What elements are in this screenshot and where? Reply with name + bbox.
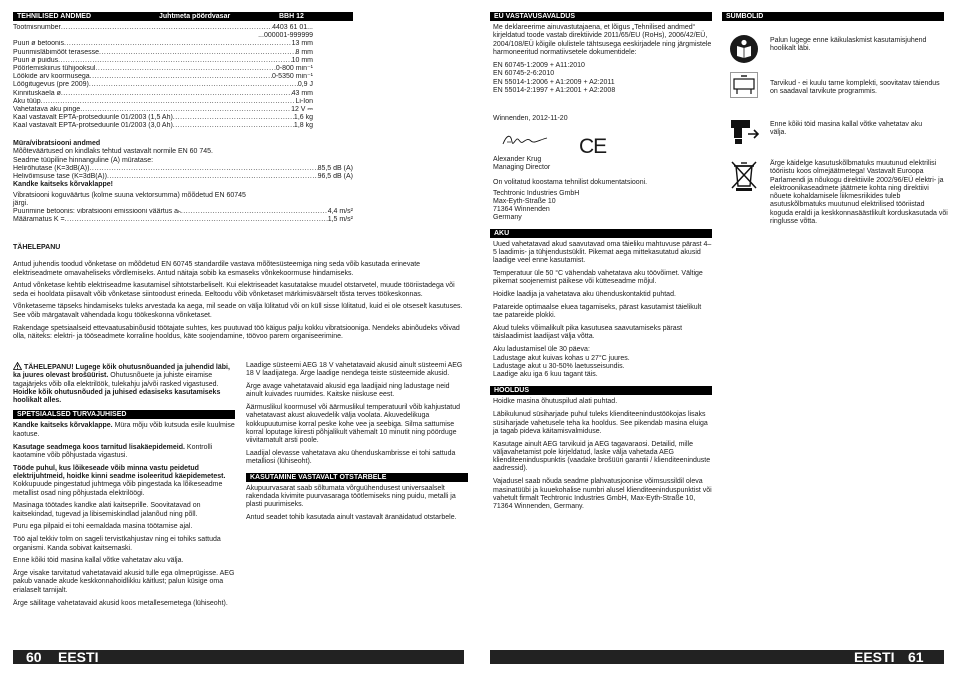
leader-dots <box>90 73 272 81</box>
page-number: 60 <box>26 649 42 665</box>
spec-list <box>13 24 313 131</box>
special-safety-paragraph: Tööde puhul, kus lõikeseade võib minna vastu peidetud elektrijuhtmeid, hoidke kinni seadme isoleeritud käepidemetest. Kokkupuude pingestatud juhtmega võib pingestada ka lõikeseadme metallist osad ning põhjustada elektrilöögi. <box>13 464 226 497</box>
leader-dots <box>64 40 292 48</box>
address-line: 71364 Winnenden <box>493 206 550 214</box>
symbol-text-manual: Palun lugege enne käikulaskmist kasutamisjuhend hoolikalt läbi. <box>770 37 927 53</box>
storage-line: Ladustage akut kuivas kohas u 27°C juures. <box>493 354 630 362</box>
spec-row <box>13 106 313 114</box>
spec-row <box>13 208 353 216</box>
special-safety-paragraph: Kandke kaitseks kõrvaklappe. Müra mõju võib kutsuda esile kuulmise kaotuse. <box>13 422 235 438</box>
leader-dots <box>41 98 296 106</box>
storage-line: Aku ladustamisel üle 30 päeva: <box>493 346 590 354</box>
spec-row <box>13 73 313 81</box>
spec-value: 13 mm <box>291 40 313 48</box>
address-line: Germany <box>493 214 522 222</box>
leader-dots <box>107 173 318 181</box>
spec-label: Määramatus K = <box>13 216 65 224</box>
footer-right <box>490 650 944 664</box>
symbol-text-weee: Ärge käidelge kasutuskõlbmatuks muutunud elektrilisi tööriistu koos olmejäätmetega! Vastavalt Euroopa Parlamendi ja nõukogu direktiivile 2002/96/EÜ elektri- ja elektroonikaseadmete jäätmete kohta ning direktiivi nõuete kohaldamisele liikmesriikides tuleb asutuskõlbmatuks muutunud elektrilised tööriistad koguda eraldi ja keskkonnasäästlikult korduskasutada või ringlusse võtta. <box>770 160 948 226</box>
leader-dots <box>80 106 291 114</box>
spec-row <box>13 90 313 98</box>
special-safety-paragraph: Kasutage seadmega koos tarnitud lisakäepidemeid. Kontrolli kaotamine võib põhjustada vigastusi. <box>13 443 213 459</box>
use-paragraph: Akupuurvasarat saab sõltumata võrguühendusest universaalselt rakendada kivimite puurvasaraga töötlemiseks ning puidu, metalli ja plasti puurimiseks. <box>246 484 456 509</box>
spec-label: Löögitugevus (pre 2009) <box>13 81 89 89</box>
spec-value: 10 mm <box>291 56 313 64</box>
maintenance-paragraph: Läbikulunud süsiharjade puhul tuleks klienditeenindustöökojas lisaks süsiharjade vahetusele teha ka hooldus. See pikendab masina eluiga ja tagab pideva käitamisvalmiduse. <box>493 411 708 435</box>
leader-dots <box>95 65 275 73</box>
warning-triangle-icon <box>13 362 22 370</box>
ear-warning: Kandke kaitseks kõrvaklappe! <box>13 181 113 189</box>
special-safety-paragraph: Puru ega pilpaid ei tohi eemaldada masina töötamise ajal. <box>13 523 193 531</box>
spec-value: 0-800 min⁻¹ <box>275 65 313 73</box>
authorized-text: On volitatud koostama tehnilist dokumentatsiooni. <box>493 179 648 187</box>
noise-title: Müra/vibratsiooni andmed <box>13 140 101 147</box>
footer-language: EESTI <box>854 649 895 665</box>
special-safety-paragraph: Masinaga töötades kandke alati kaitseprille. Soovitatavad on kaitsekindad, tugevad ja libisemiskindlad jalanõud ning põll. <box>13 502 201 518</box>
spec-value: 1,5 m/s² <box>327 216 353 224</box>
battery-paragraph: Äärmuslikul koormusel või äärmuslikul temperatuuril võib kahjustatud vahetatavast akust akuvedelik välja voolata. Akuvedelikuga kokkupuutumise korral peske kohe vee ja seebiga. Silma sattumise korral loputage kiiresti põhjalikult vähemalt 10 minutit ning pöörduge viivitamatult arsti poole. <box>246 404 460 445</box>
battery-safety-column <box>246 362 468 527</box>
spec-row <box>13 114 313 122</box>
leader-dots <box>65 216 328 224</box>
leader-dots <box>61 90 292 98</box>
weee-bin-icon <box>728 158 760 192</box>
symbols-header: SÜMBOLID <box>722 12 944 21</box>
special-safety-paragraph: Ärge visake tarvitatud vahetatavaid akusid tulle ega olmeprügisse. AEG pakub vanade akude keskkonnahoidlikku käitlust; palun küsige oma erialaselt tarnijalt. <box>13 570 235 594</box>
spec-row <box>13 81 313 89</box>
accessory-icon <box>730 72 758 98</box>
battery-paragraph: Laadijal olevasse vahetatava aku ühenduskambrisse ei tohi sattuda metalliosi (lühiseoht). <box>246 450 456 466</box>
spec-row <box>13 165 353 173</box>
maintenance-paragraph: Kasutage ainult AEG tarvikuid ja AEG tagavaraosi. Detailid, mille väljavahetamist pole kirjeldatud, laske välja vahetada AEG klienditeeninduspunktis (vaadake brošüüri garantii / klienditeeninduste aadressid). <box>493 440 711 473</box>
maintenance-paragraph: Vajadusel saab nõuda seadme plahvatusjoonise võimsussildil oleva masinatüübi ja kuuekohalise numbri alusel klienditeeninduspunktist või vahetult firmalt Techtronic Industries GmbH, Max-Eyth-Straße 10, 71364 Winnenden, Germany. <box>493 478 712 511</box>
spec-label: Tootmisnumber <box>13 24 61 31</box>
spec-row <box>13 122 313 130</box>
battery-paragraph: Uued vahetatavad akud saavutavad oma täieliku mahtuvuse pärast 4–5 laadimis- ja tühjendustsüklit. Pikemat aega mittekasutatud akusid laadige veel enne kasutamist. <box>493 240 712 265</box>
storage-line: Ladustage akut u 30-50% laetusseisundis. <box>493 362 625 370</box>
safety-column <box>13 362 235 612</box>
warning-paragraph: Antud juhendis toodud võnketase on mõõdetud EN 60745 standardile vastava mõõtesüsteemiga ning seda võib kasutada erinevate elektriseadmete omavaheliseks võrdlemiseks. Antud näitaja sobib ka esmaseks võnkekoormuse hindamiseks. <box>13 261 421 277</box>
special-safety-header: SPETSIAALSED TURVAJUHISED <box>13 410 235 419</box>
spec-value: 43 mm <box>291 89 313 97</box>
special-safety-paragraph: Töö ajal tekkiv tolm on sageli tervistkahjustav ning ei tohiks sattuda organismi. Kanda sobivat kaitsemaski. <box>13 536 221 552</box>
warning-paragraph: Rakendage spetsiaalseid ettevaatusabinõusid töötajate suhtes, kes puutuvad töö käigus palju kokku vibratsiooniga. Nendeks abinõudeks võivad olla, näiteks: elektri- ja tööseadmete korraline hooldus, käte soojendamine, töövoo parem organiseerimine. <box>13 324 460 340</box>
spec-value: 12 V ⎓ <box>291 106 313 114</box>
spec-row <box>13 49 313 57</box>
maintenance-header: HOOLDUS <box>490 386 712 395</box>
battery-paragraph: Temperatuur üle 50 °C vähendab vahetatava aku töövõimet. Vältige pikemat soojenemist päikese või kütteseadme mõjul. <box>493 270 703 286</box>
spec-value: 4,4 m/s² <box>327 208 353 216</box>
noise-intro2: Seadme tüüpiline hinnanguline (A) müratase: <box>13 156 154 164</box>
spec-value: 4403 61 01... <box>272 24 313 31</box>
battery-header: AKU <box>490 229 712 238</box>
sign-role: Managing Director <box>493 163 551 171</box>
warning-title: TÄHELEPANU <box>13 244 61 251</box>
page-number: 61 <box>908 649 924 665</box>
eu-norm: EN 55014-2:1997 + A1:2001 + A2:2008 <box>493 87 616 95</box>
spec-label: Kaal vastavalt EPTA-protseduurile 01/2003 (1,5 Ah) <box>13 114 173 122</box>
noise-intro: Mõõteväärtused on kindlaks tehtud vastavalt normile EN 60 745. <box>13 148 214 156</box>
spec-label: Kinnituskaela ø <box>13 89 61 97</box>
eu-text: Me deklareerime ainuvastutajaena, et lõigus „Tehnilised andmed“ kirjeldatud toode vastab direktiivide 2011/65/EU (RoHs), 2006/42/EÜ, 2004/108/EÜ kõigile olulistele tähtsusega eeskirjadele ning järgmistele harmoneeritud normatiivsetele dokumentidele: <box>493 24 712 56</box>
maintenance-paragraph: Hoidke masina õhutuspilud alati puhtad. <box>493 398 618 406</box>
spec-label: Helirõhutase (K=3dB(A)) <box>13 164 90 172</box>
spec-value: 0-5350 min⁻¹ <box>271 73 313 81</box>
spec-label: Löökide arv koormusega <box>13 73 90 81</box>
spec-label: Kaal vastavalt EPTA-protseduurile 01/2003 (3,0 Ah) <box>13 122 173 130</box>
spec-row <box>13 57 313 65</box>
spec-label: Pöörlemiskiirus tühijooksul <box>13 65 96 73</box>
leader-dots <box>173 114 294 122</box>
spec-label: Puurimisläbimõõt terasesse <box>13 48 99 56</box>
spec-row <box>13 40 313 48</box>
noise-section <box>13 140 353 225</box>
spec-label: Puuri ø puidus <box>13 56 59 64</box>
address-line: Techtronic Industries GmbH <box>493 189 580 197</box>
sign-name: Alexander Krug <box>493 155 542 163</box>
leader-dots <box>58 57 291 65</box>
spec-value: 0,9 J <box>297 81 313 89</box>
warning-paragraph: Võnketaseme täpseks hindamiseks tuleks arvestada ka aega, mil seade on välja lülitatud või on küll sisse lülitatud, kuid ei ole otseselt kasutuses. See võib märgatavalt vähendada kogu töökeskonna võnketaset. <box>13 303 463 319</box>
footer-left <box>13 650 464 664</box>
spec-label: Puurimine betoonis: vibratsiooni emissiooni väärtus aₕ <box>13 208 181 216</box>
leader-dots <box>173 122 294 130</box>
eu-column <box>490 12 712 516</box>
leader-dots <box>99 49 296 57</box>
symbol-text-accessory: Tarvikud - ei kuulu tarne komplekti, soovitatav täiendus on saadaval tarvikute programmis. <box>770 80 940 96</box>
leader-dots <box>89 165 317 173</box>
symbol-text-battery: Enne kõiki töid masina kallal võtke vahetatav aku välja. <box>770 121 923 137</box>
spec-row <box>13 65 313 73</box>
spec-value: ...000001-999999 <box>258 32 313 40</box>
sign-date: Winnenden, 2012-11-20 <box>493 115 568 123</box>
spec-row <box>13 173 353 181</box>
intended-use-header: KASUTAMINE VASTAVALT OTSTARBELE <box>246 473 468 482</box>
eu-norm: EN 55014-1:2006 + A1:2009 + A2:2011 <box>493 78 615 86</box>
eu-norm: EN 60745-1:2009 + A11:2010 <box>493 62 585 70</box>
special-safety-paragraph: Enne kõiki töid masina kallal võtke vahetatav aku välja. <box>13 557 184 565</box>
remove-battery-icon <box>728 116 760 146</box>
storage-line: Laadige aku iga 6 kuu tagant täis. <box>493 371 598 379</box>
spec-value: 85,5 dB (A) <box>317 164 353 172</box>
leader-dots <box>61 24 272 32</box>
spec-row <box>13 32 313 40</box>
spec-row <box>13 98 313 106</box>
battery-paragraph: Hoidke laadija ja vahetatava aku ühenduskontaktid puhtad. <box>493 291 676 299</box>
spec-label: Helivõimsuse tase (K=3dB(A)) <box>13 173 107 181</box>
spec-value: Li-Ion <box>295 97 313 105</box>
spec-value: 8 mm <box>295 48 313 56</box>
safety-warning: TÄHELEPANU! Lugege kõik ohutusnõuanded ja juhendid läbi, ka juures olevast brošüürist. Ohutusnõuete ja juhiste eiramise tagajärjeks võib olla elektrilöök, tulekahju ja/või rasked vigastused. Hoidke kõik ohutusnõuded ja juhised edasiseks kasutamiseks hoolikalt alles. <box>13 364 230 405</box>
signature-icon <box>501 130 551 150</box>
eu-norm: EN 60745-2-6:2010 <box>493 70 555 78</box>
special-safety-paragraph: Ärge säilitage vahetatavaid akusid koos metallesemetega (lühiseoht). <box>13 599 228 607</box>
spec-row <box>13 216 353 224</box>
spec-label: Puuri ø betoonis <box>13 40 64 48</box>
tech-data-header: TEHNILISED ANDMED Juhtmeta pöördvasar BBH 12 <box>13 12 353 21</box>
spec-value: 96,5 dB (A) <box>317 173 353 181</box>
use-paragraph: Antud seadet tohib kasutada ainult vastavalt äranäidatud otstarbele. <box>246 514 457 522</box>
spec-label: Aku tüüp <box>13 97 41 105</box>
battery-paragraph: Laadige süsteemi AEG 18 V vahetatavaid akusid ainult süsteemi AEG 18 V laadijatega. Ärge laadige nendega teiste süsteemide akusid. <box>246 362 463 378</box>
warning-section <box>13 244 463 346</box>
spec-row <box>13 24 313 32</box>
spec-label: Vahetatava aku pinge <box>13 106 81 114</box>
eu-conformity-header: EÜ VASTAVUSAVALDUS <box>490 12 712 21</box>
leader-dots <box>181 208 328 216</box>
leader-dots <box>89 81 298 89</box>
spec-value: 1,6 kg <box>293 114 313 122</box>
read-manual-icon <box>728 34 760 64</box>
address-line: Max-Eyth-Straße 10 <box>493 197 556 205</box>
battery-paragraph: Akud tuleks võimalikult pika kasutusea saavutamiseks pärast täislaadimist laadijast välja võtta. <box>493 325 683 341</box>
vib-intro: Vibratsiooni koguväärtus (kolme suuna vektorsumma) mõõdetud EN 60745 järgi. <box>13 191 246 207</box>
spec-value: 1,8 kg <box>293 122 313 130</box>
battery-paragraph: Ärge avage vahetatavaid akusid ega laadijaid ning ladustage neid ainult kuivades ruumides. Kaitske niiskuse eest. <box>246 383 450 399</box>
ce-mark: CE <box>579 134 607 158</box>
warning-paragraph: Antud võnketase kehtib elektriseadme kasutamisel sihtotstarbeliselt. Kui elektriseadet kasutatakse muudel otstarvetel, muude tööriistadega või seda ei hooldata piisavalt võib võnketase siintoodust erineda. Eeltoodu võib võnketaset märkimisväärselt tõsta terves töökeskonnas. <box>13 282 455 298</box>
battery-paragraph: Patareide optimaalse eluea tagamiseks, pärast kasutamist täielikult tae patareide plokki. <box>493 304 702 320</box>
footer-language: EESTI <box>58 649 99 665</box>
